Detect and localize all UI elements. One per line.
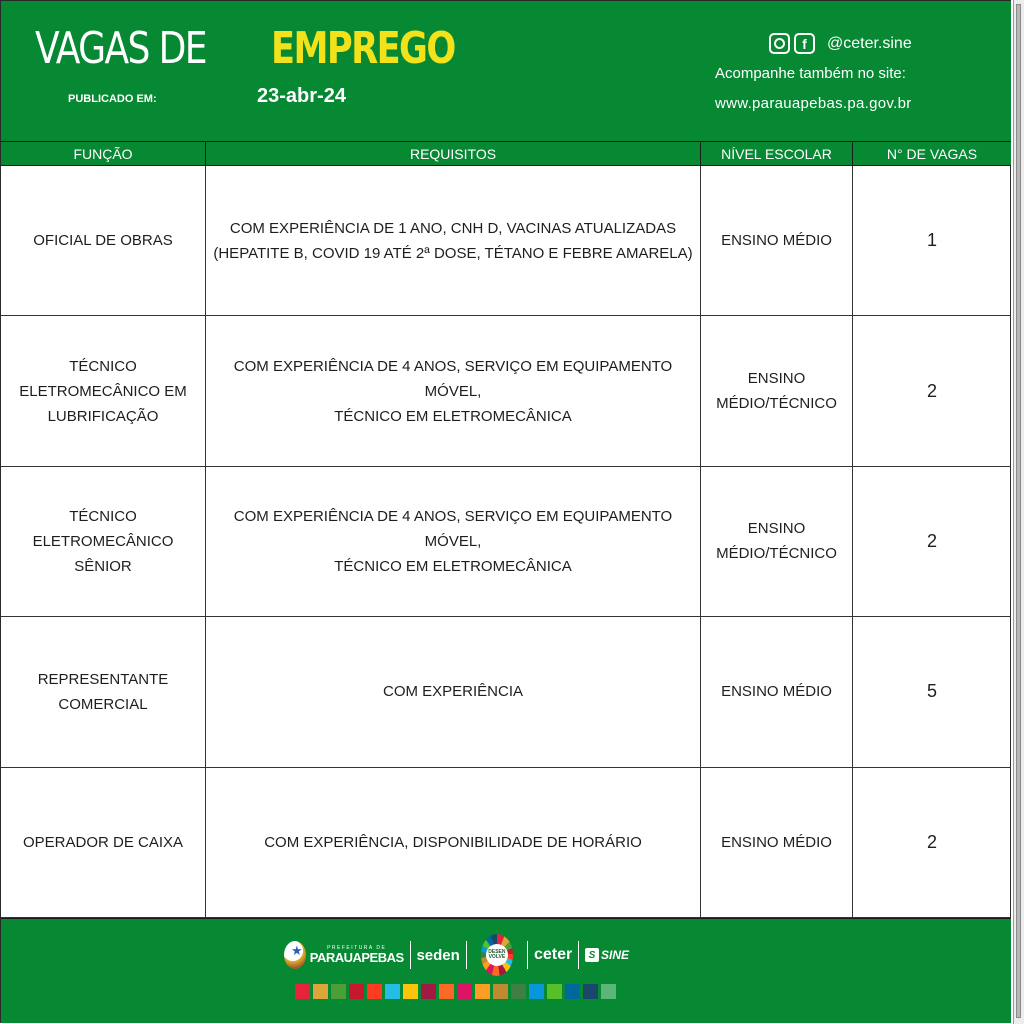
- cell-nivel-escolar-line: ENSINO MÉDIO: [721, 833, 832, 851]
- cell-requisitos: [206, 316, 701, 465]
- ceter-logo: ceter: [533, 946, 573, 963]
- cell-requisitos: [206, 617, 701, 766]
- social-links: [769, 33, 912, 54]
- column-header-requisitos: REQUISITOS: [206, 142, 701, 165]
- sdg-goal-icon: [403, 984, 418, 999]
- cell-requisitos-line: COM EXPERIÊNCIA DE 1 ANO, CNH D, VACINAS ATUALIZADAS: [229, 219, 677, 237]
- table-row: [1, 768, 1011, 918]
- cell-vagas: 5: [926, 681, 937, 702]
- cell-requisitos: [206, 467, 701, 616]
- sdg-goal-icon: [295, 984, 310, 999]
- cell-requisitos-line: COM EXPERIÊNCIA DE 4 ANOS, SERVIÇO EM EQUIPAMENTO MÓVEL,: [233, 357, 673, 400]
- cell-requisitos: [206, 166, 701, 315]
- column-header-nivel-escolar: NÍVEL ESCOLAR: [701, 142, 853, 165]
- sdg-icons-row: [295, 984, 616, 999]
- cell-funcao: [1, 316, 206, 465]
- sdg-goal-icon: [511, 984, 526, 999]
- cell-funcao-line: REPRESENTANTE: [37, 670, 169, 688]
- cell-nivel-escolar-line: ENSINO: [747, 520, 806, 538]
- cell-nivel-escolar-line: ENSINO MÉDIO: [721, 683, 832, 701]
- cell-funcao-line: COMERCIAL: [58, 695, 148, 713]
- header-banner: [1, 1, 1011, 142]
- cell-funcao-line: ELETROMECÂNICO EM: [19, 382, 187, 400]
- sdg-goal-icon: [493, 984, 508, 999]
- cell-funcao-line: OPERADOR DE CAIXA: [22, 833, 184, 851]
- published-label: PUBLICADO EM:: [68, 93, 157, 105]
- sdg-goal-icon: [331, 984, 346, 999]
- logo-divider: [466, 941, 467, 969]
- cell-vagas: 2: [926, 831, 937, 852]
- website-link[interactable]: www.parauapebas.pa.gov.br: [715, 95, 912, 112]
- social-handle[interactable]: @ceter.sine: [827, 34, 912, 52]
- cell-funcao-line: ELETROMECÂNICO SÊNIOR: [32, 532, 174, 575]
- cell-funcao: [1, 166, 206, 315]
- sdg-goal-icon: [439, 984, 454, 999]
- table-row: [1, 617, 1011, 767]
- table-row: [1, 316, 1011, 466]
- sine-logo: S SINE: [585, 948, 629, 962]
- instagram-icon[interactable]: [769, 33, 790, 54]
- column-header-vagas: N° DE VAGAS: [886, 145, 978, 162]
- cell-nivel-escolar: [701, 316, 853, 465]
- cell-requisitos-line: TÉCNICO EM ELETROMECÂNICA: [334, 557, 572, 575]
- cell-vagas: 2: [926, 380, 937, 401]
- cell-nivel-escolar-line: ENSINO: [747, 370, 806, 388]
- logo-divider: [410, 941, 411, 969]
- sdg-goal-icon: [313, 984, 328, 999]
- table-row: [1, 467, 1011, 617]
- cell-requisitos-line: (HEPATITE B, COVID 19 ATÉ 2ª DOSE, TÉTANO E FEBRE AMARELA): [213, 244, 693, 262]
- facebook-icon[interactable]: f: [794, 33, 815, 54]
- cell-requisitos-line: COM EXPERIÊNCIA: [382, 683, 524, 701]
- sdg-goal-icon: [349, 984, 364, 999]
- cell-nivel-escolar: [701, 467, 853, 616]
- cell-funcao-line: TÉCNICO: [69, 357, 137, 375]
- sdg-goal-icon: [583, 984, 598, 999]
- cell-funcao-line: LUBRIFICAÇÃO: [47, 407, 159, 425]
- follow-text: Acompanhe também no site:: [715, 65, 906, 82]
- cell-requisitos-line: COM EXPERIÊNCIA, DISPONIBILIDADE DE HORÁRIO: [264, 833, 642, 851]
- sdg-goal-icon: [457, 984, 472, 999]
- column-header-funcao: FUNÇÃO: [1, 142, 206, 165]
- cell-requisitos-line: TÉCNICO EM ELETROMECÂNICA: [334, 407, 572, 425]
- cell-funcao: [1, 768, 206, 917]
- title-vagas-de: VAGAS DE: [35, 23, 206, 74]
- cell-funcao: [1, 617, 206, 766]
- sdg-goal-icon: [475, 984, 490, 999]
- footer-banner: [1, 918, 1011, 1023]
- cell-nivel-escolar: [701, 166, 853, 315]
- partner-logos: [284, 933, 629, 977]
- cell-funcao-line: OFICIAL DE OBRAS: [33, 232, 173, 250]
- cell-requisitos-line: COM EXPERIÊNCIA DE 4 ANOS, SERVIÇO EM EQUIPAMENTO MÓVEL,: [233, 507, 673, 550]
- cell-nivel-escolar: [701, 617, 853, 766]
- cell-vagas: 2: [926, 530, 937, 551]
- cell-nivel-escolar-line: MÉDIO/TÉCNICO: [716, 545, 837, 563]
- sdg-goal-icon: [367, 984, 382, 999]
- cell-nivel-escolar: [701, 768, 853, 917]
- prefeitura-logo: PREFEITURA DE PARAUAPEBAS: [309, 945, 404, 965]
- title-emprego: EMPREGO: [271, 23, 455, 74]
- sine-mark-icon: S: [585, 948, 599, 962]
- cell-funcao-line: TÉCNICO: [69, 507, 137, 525]
- sdg-goal-icon: [529, 984, 544, 999]
- cell-funcao: [1, 467, 206, 616]
- desenvolve-sdg-wheel-icon: DESEN VOLVE: [481, 934, 514, 976]
- cell-nivel-escolar-line: MÉDIO/TÉCNICO: [716, 395, 837, 413]
- logo-divider: [578, 941, 579, 969]
- sdg-goal-icon: [565, 984, 580, 999]
- published-date: 23-abr-24: [257, 85, 346, 107]
- parauapebas-emblem-icon: ★: [284, 941, 306, 969]
- sdg-goal-icon: [601, 984, 616, 999]
- table-header: [1, 142, 1011, 166]
- table-body: [1, 166, 1011, 918]
- logo-divider: [527, 941, 528, 969]
- scrollbar-thumb[interactable]: [1016, 4, 1021, 1018]
- table-row: [1, 166, 1011, 316]
- cell-nivel-escolar-line: ENSINO MÉDIO: [721, 232, 832, 250]
- cell-requisitos: [206, 768, 701, 917]
- vertical-scrollbar[interactable]: [1013, 0, 1024, 1024]
- cell-vagas: 1: [926, 230, 937, 251]
- sdg-goal-icon: [385, 984, 400, 999]
- sdg-goal-icon: [421, 984, 436, 999]
- sdg-goal-icon: [547, 984, 562, 999]
- seden-logo: seden: [416, 946, 460, 964]
